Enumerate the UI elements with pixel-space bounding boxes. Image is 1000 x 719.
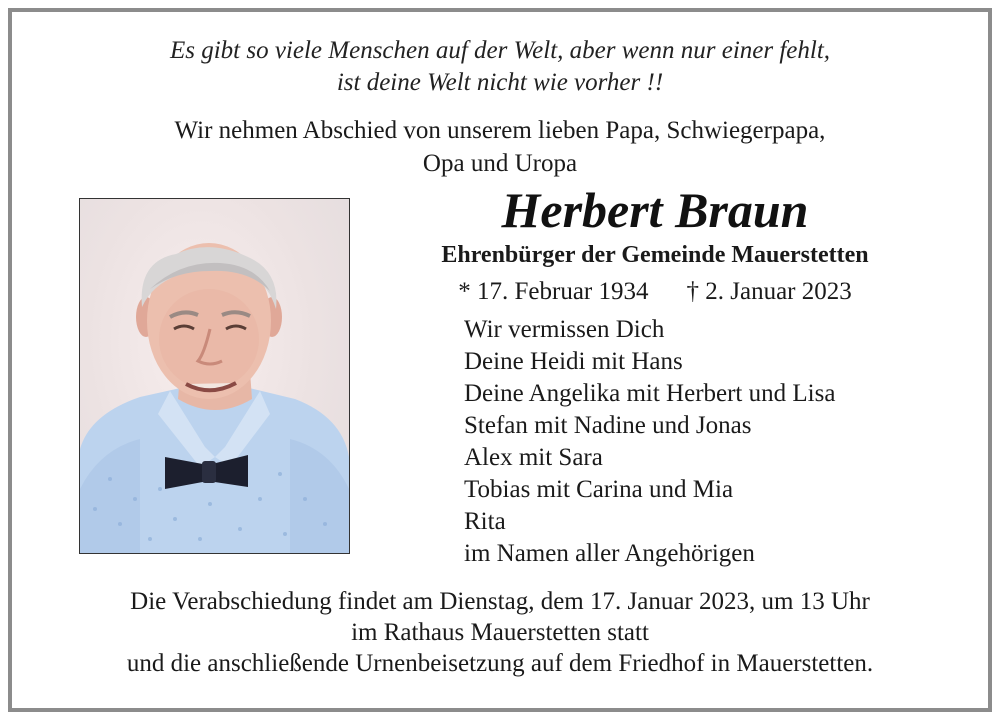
life-dates [380, 277, 930, 307]
death-date: † 2. Januar 2023 [686, 278, 852, 305]
family-line: Deine Angelika mit Herbert und Lisa [464, 380, 836, 407]
quote-line-1: Es gibt so viele Menschen auf der Welt, aber wenn nur einer fehlt, [169, 37, 831, 64]
ceremony-line-3: und die anschließende Urnenbeisetzung auf dem Friedhof in Mauerstetten. [126, 650, 874, 677]
family-line: Alex mit Sara [464, 444, 603, 471]
intro-line-2: Opa und Uropa [422, 150, 578, 177]
family-line: Wir vermissen Dich [464, 316, 665, 343]
ceremony-line-1: Die Verabschiedung findet am Dienstag, dem 17. Januar 2023, um 13 Uhr [130, 588, 870, 615]
family-line: Rita [464, 508, 506, 535]
portrait-illustration [80, 199, 349, 553]
intro-line-1: Wir nehmen Abschied von unserem lieben Papa, Schwiegerpapa, [174, 117, 826, 144]
family-line: Tobias mit Carina und Mia [464, 476, 734, 503]
farewell-intro [0, 114, 1000, 180]
family-list [464, 314, 835, 570]
family-line: Deine Heidi mit Hans [464, 348, 683, 375]
portrait-photo [79, 198, 350, 554]
birth-date: * 17. Februar 1934 [458, 278, 649, 305]
family-line: im Namen aller Angehörigen [464, 540, 755, 567]
family-line: Stefan mit Nadine und Jonas [464, 412, 752, 439]
ceremony-info [0, 586, 1000, 679]
honorary-title: Ehrenbürger der Gemeinde Mauerstetten [441, 242, 869, 268]
deceased-name: Herbert Braun [501, 182, 809, 238]
quote-line-2: ist deine Welt nicht wie vorher !! [336, 69, 664, 96]
ceremony-line-2: im Rathaus Mauerstetten statt [351, 619, 649, 646]
memorial-quote [0, 35, 1000, 99]
